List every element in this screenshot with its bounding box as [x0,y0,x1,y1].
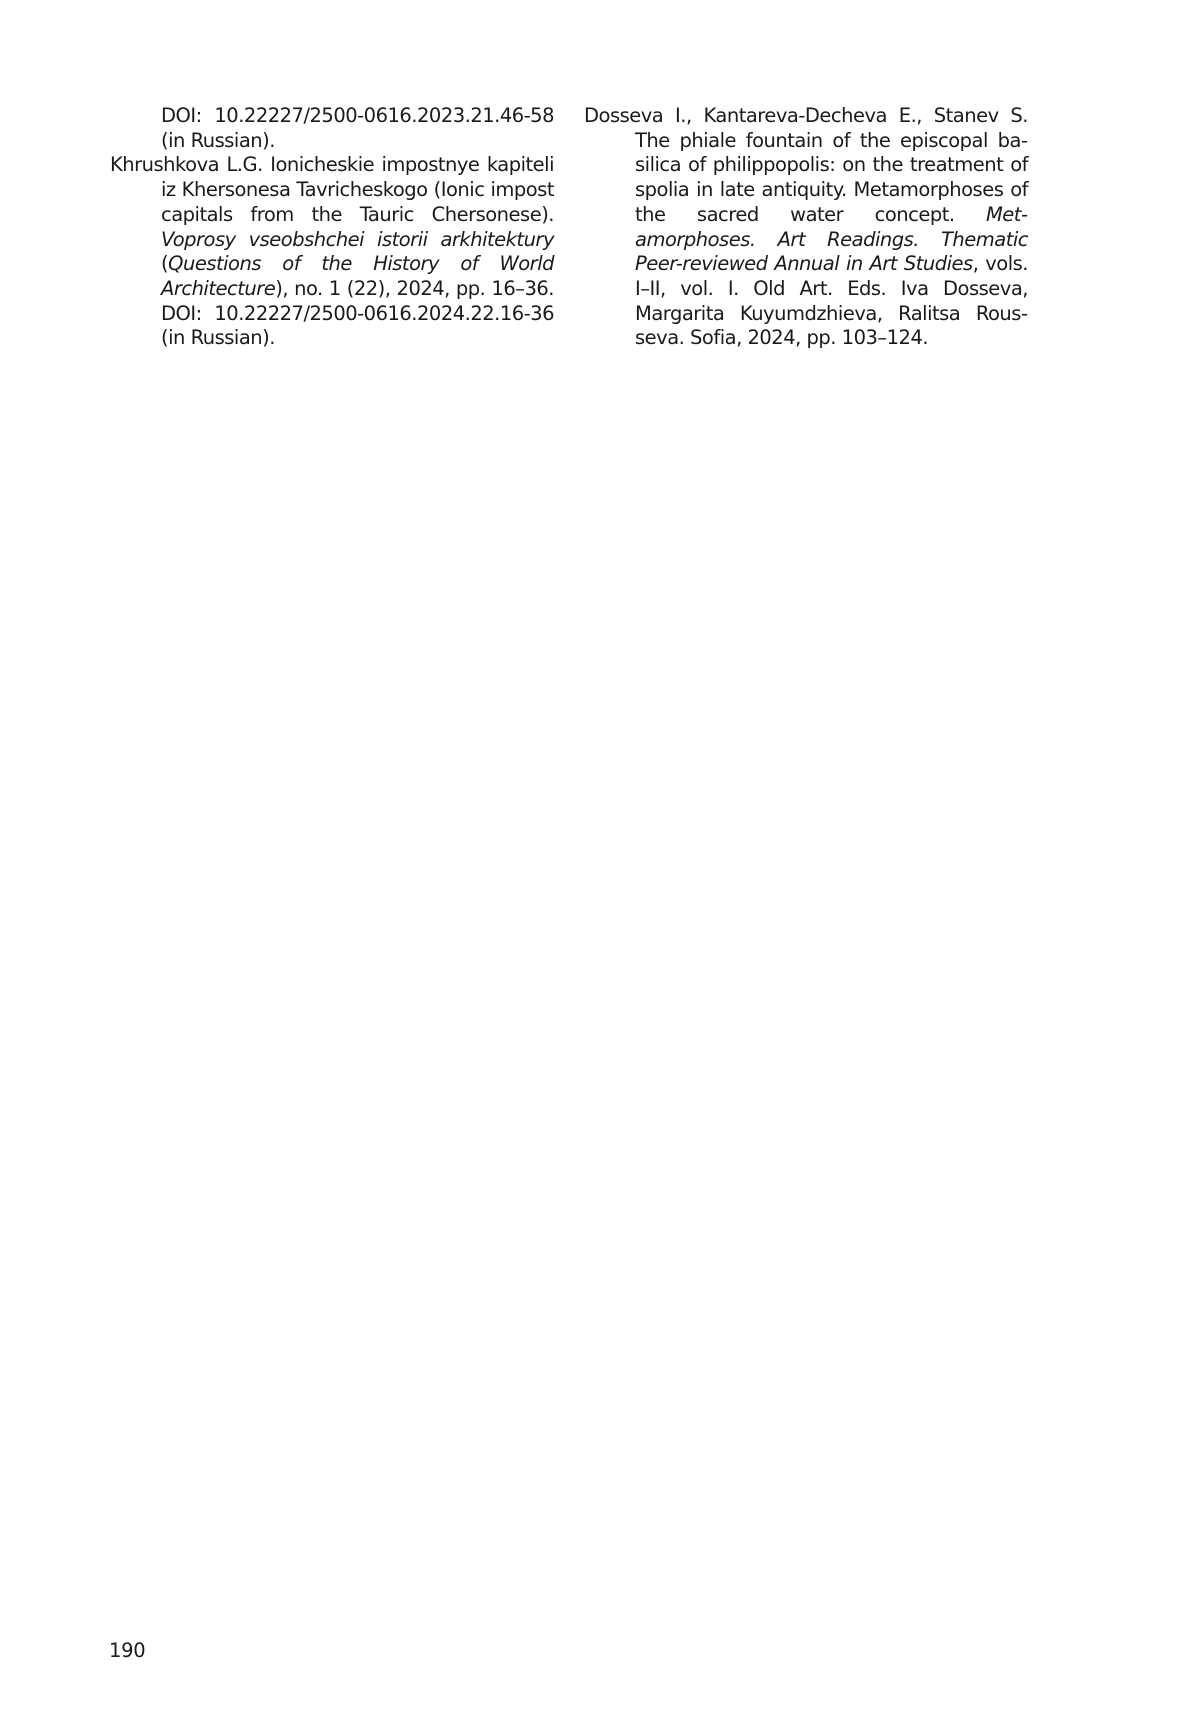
reference-entry [584,104,1028,351]
reference-italic-title: Questions of the History of World Architecture [161,252,554,300]
reference-italic-title: Voprosy vseobshchei istorii arkhitektury [161,227,554,251]
reference-text: Khrushkova L.G. Ionicheskie impostnye kapiteli iz Khersonesa Tavricheskogo (Ionic impost capitals from the Tauric Chersonese). [110,153,554,226]
reference-entry [110,153,554,351]
reference-text: ), no. 1 (22), 2024, pp. 16–36. DOI: 10.22227/2500-0616.2024.22.16-36 (in Russian). [161,276,554,350]
reference-text: , vols. I–II, vol. I. Old Art. Eds. Iva Dosseva, Margarita Kuyumdzhieva, Ralitsa Rousseva. Sofia, 2024, pp. 103–124. [635,252,1028,350]
reference-italic-title: Metamorphoses. Art Readings. Thematic Peer-reviewed Annual in Art Studies [635,202,1028,276]
reference-text: ( [161,252,169,276]
reference-column-right [584,104,1028,351]
reference-text: DOI: 10.22227/2500-0616.2023.21.46-58 (in Russian). [161,104,554,152]
reference-column-left [110,104,554,351]
reference-entry-continued [110,104,554,153]
page-number: 190 [109,1639,146,1662]
reference-text: Dosseva I., Kantareva-Decheva E., Stanev S. The phiale fountain of the episcopal basilica of philippopolis: on the treatment of spolia in late antiquity. Metamorphoses of the sacred water concept. [584,104,1028,226]
